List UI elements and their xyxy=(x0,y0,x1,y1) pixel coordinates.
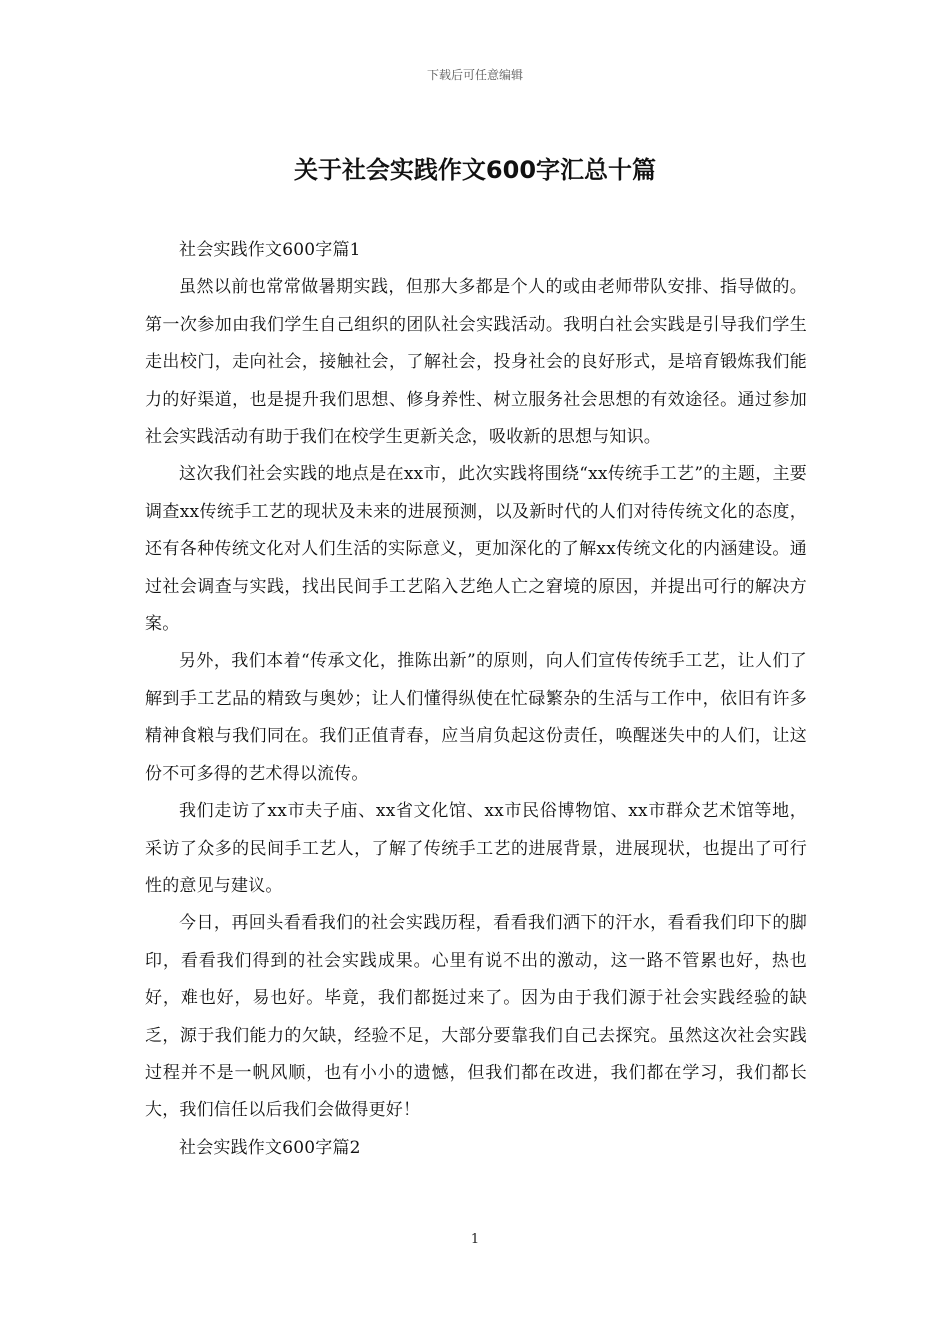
paragraph-5: 今日，再回头看看我们的社会实践历程，看看我们洒下的汗水，看看我们印下的脚印，看看我们得到的社会实践成果。心里有说不出的激动，这一路不管累也好，热也好，难也好，易也好。毕竟，我们都挺过来了。因为由于我们源于社会实践经验的缺乏，源于我们能力的欠缺，经验不足，大部分要靠我们自己去探究。虽然这次社会实践过程并不是一帆风顺，也有小小的遗憾，但我们都在改进，我们都在学习，我们都长大，我们信任以后我们会做得更好！ xyxy=(145,913,807,1121)
section-heading-2: 社会实践作文600字篇2 xyxy=(179,1137,361,1158)
paragraph-2: 这次我们社会实践的地点是在xx市，此次实践将围绕“xx传统手工艺”的主题，主要调查xx传统手工艺的现状及未来的进展预测，以及新时代的人们对待传统文化的态度，还有各种传统文化对人们生活的实际意义，更加深化的了解xx传统文化的内涵建设。通过社会调查与实践，找出民间手工艺陷入艺绝人亡之窘境的原因，并提出可行的解决方案。 xyxy=(145,464,807,635)
page-number: 1 xyxy=(470,1232,480,1247)
document-title: 关于社会实践作文600字汇总十篇 xyxy=(293,156,657,184)
section-heading-1: 社会实践作文600字篇1 xyxy=(179,240,361,260)
document-body xyxy=(145,232,807,1167)
paragraph-3: 另外，我们本着“传承文化，推陈出新”的原则，向人们宣传传统手工艺，让人们了解到手工艺品的精致与奥妙；让人们懂得纵使在忙碌繁杂的生活与工作中，依旧有许多精神食粮与我们同在。我们正值青春，应当肩负起这份责任，唤醒迷失中的人们，让这份不可多得的艺术得以流传。 xyxy=(145,651,807,784)
paragraph-4: 我们走访了xx市夫子庙、xx省文化馆、xx市民俗博物馆、xx市群众艺术馆等地，采访了众多的民间手工艺人，了解了传统手工艺的进展背景，进展现状，也提出了可行性的意见与建议。 xyxy=(145,801,807,896)
header-note: 下载后可任意编辑 xyxy=(426,68,523,82)
paragraph-1: 虽然以前也常常做暑期实践，但那大多都是个人的或由老师带队安排、指导做的。第一次参加由我们学生自己组织的团队社会实践活动。我明白社会实践是引导我们学生走出校门，走向社会，接触社会，了解社会，投身社会的良好形式，是培育锻炼我们能力的好渠道，也是提升我们思想、修身养性、树立服务社会思想的有效途径。通过参加社会实践活动有助于我们在校学生更新关念，吸收新的思想与知识。 xyxy=(145,277,807,448)
